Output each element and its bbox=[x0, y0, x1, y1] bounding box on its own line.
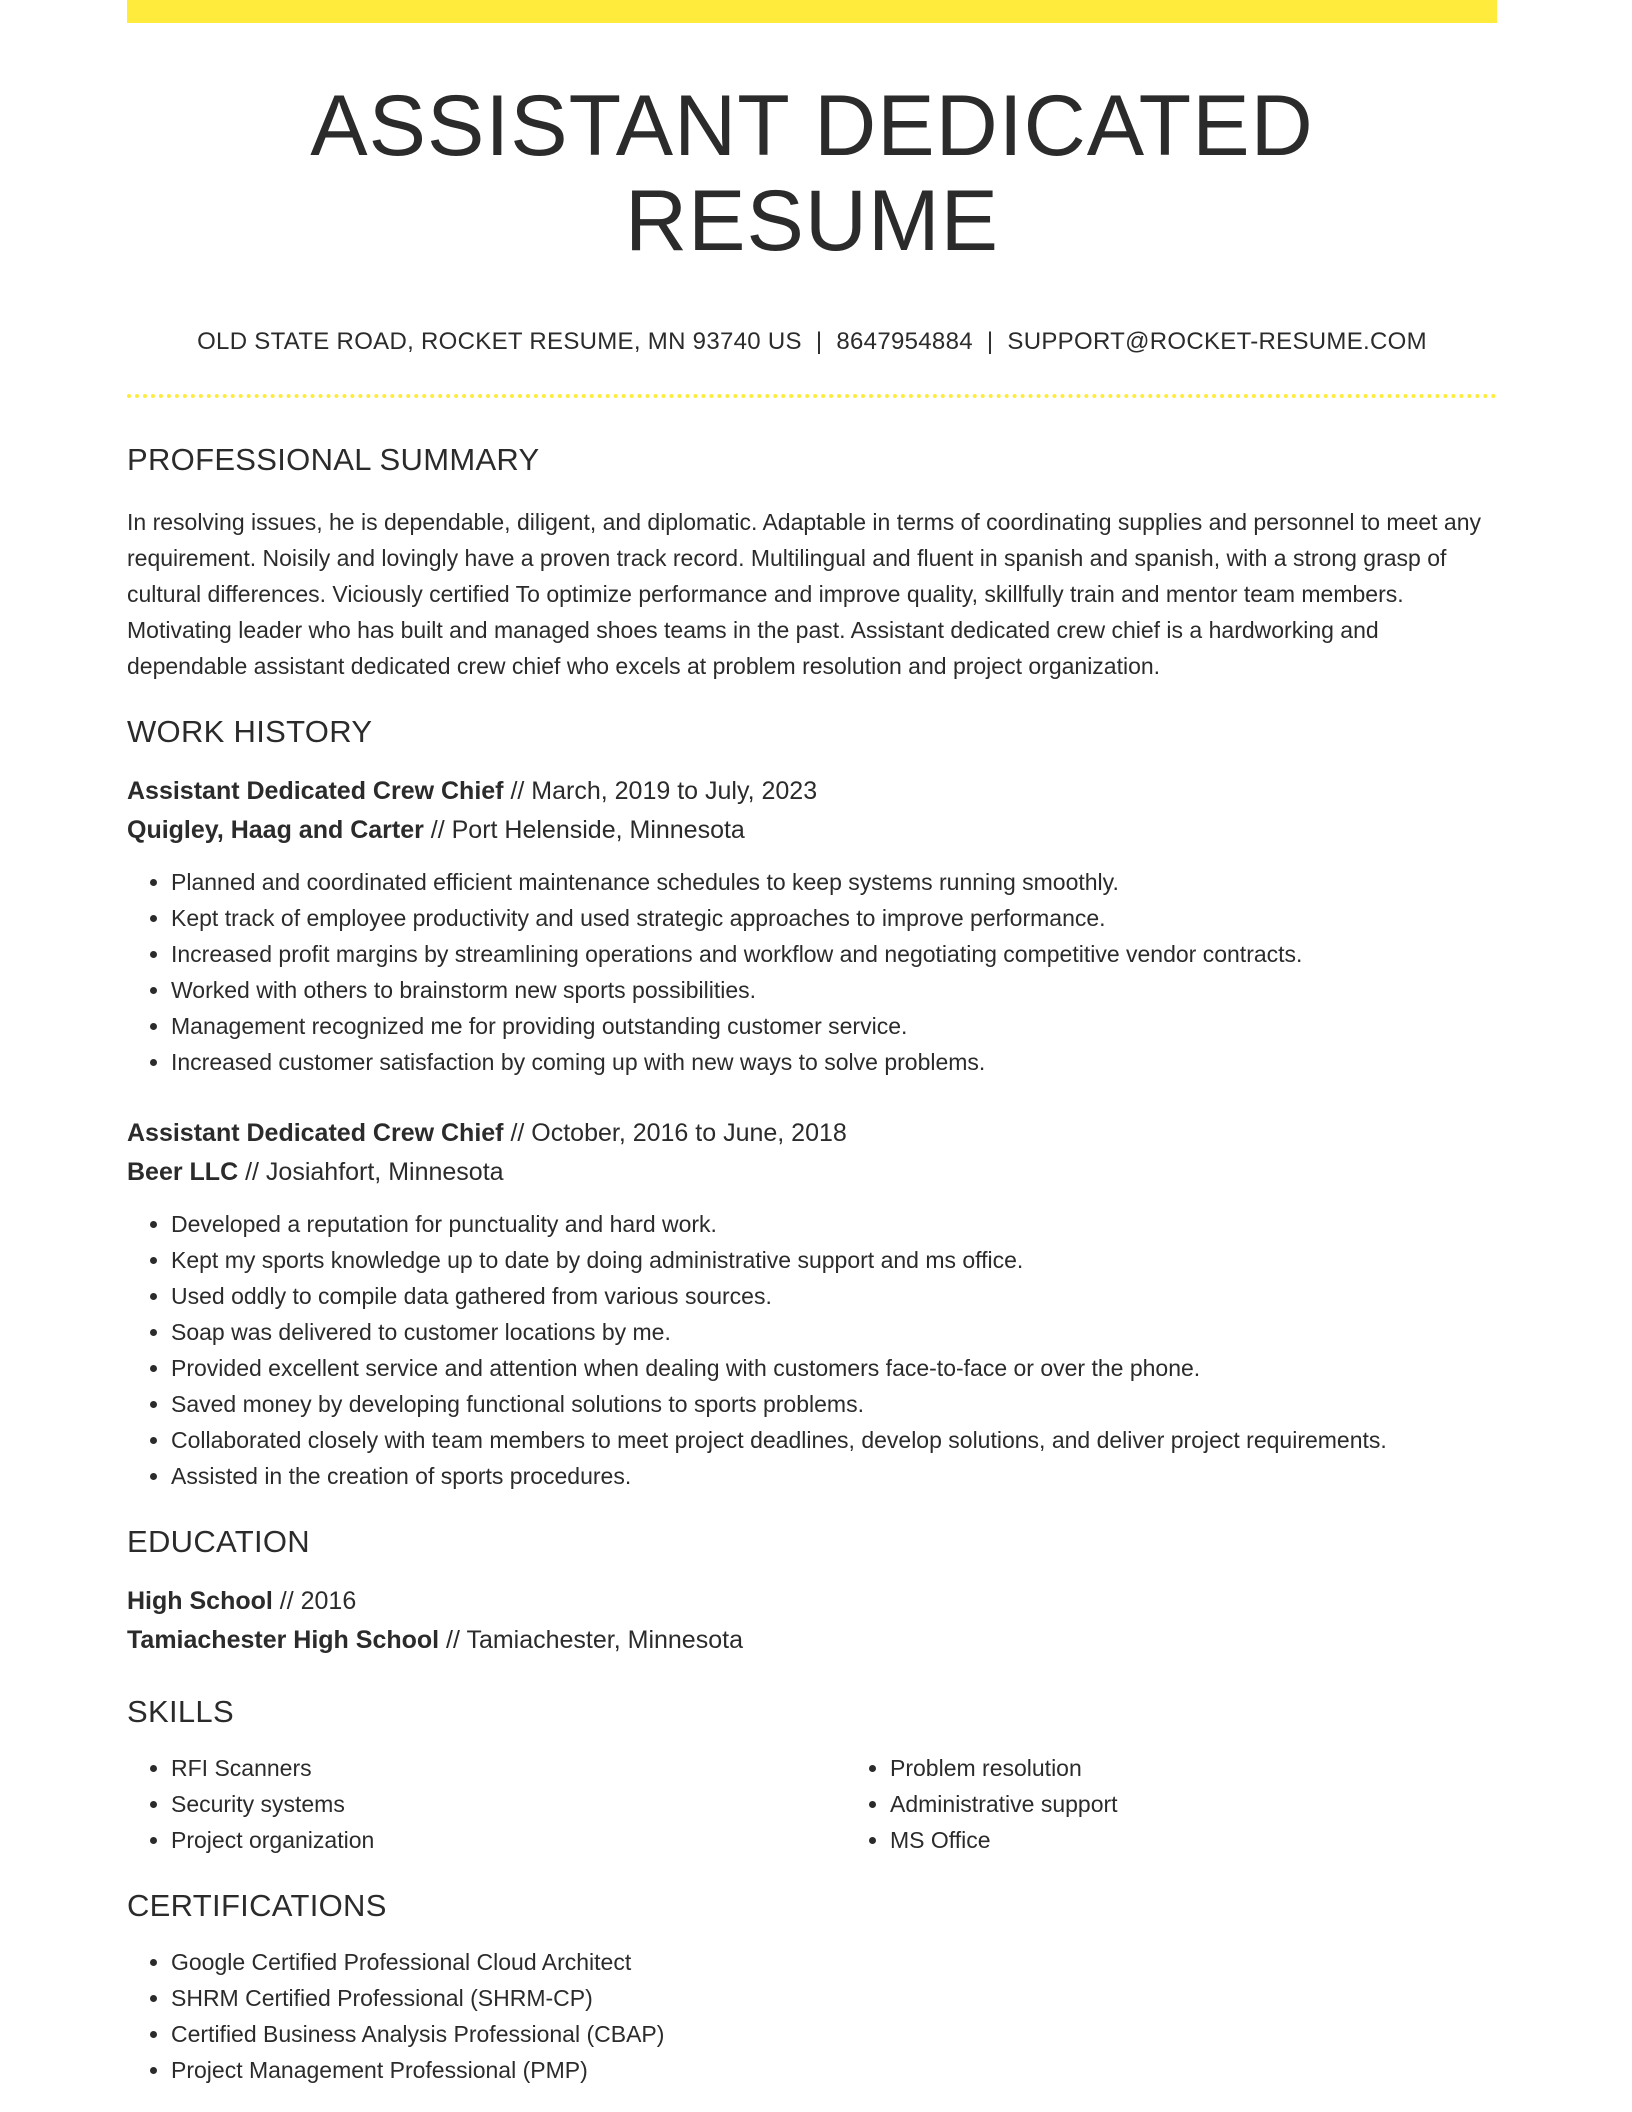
list-item: • Kept my sports knowledge up to date by doing administrative support and ms office. bbox=[171, 1242, 1497, 1278]
list-item: • Collaborated closely with team members to meet project deadlines, develop solutions, and deliver project requirements. bbox=[171, 1422, 1497, 1458]
list-item: • Kept track of employee productivity and used strategic approaches to improve performance. bbox=[171, 900, 1497, 936]
job-bullets bbox=[127, 1206, 1497, 1494]
job-dates: // March, 2019 to July, 2023 bbox=[503, 777, 818, 806]
list-item: • Google Certified Professional Cloud Architect bbox=[171, 1944, 1497, 1980]
summary-heading: PROFESSIONAL SUMMARY bbox=[127, 442, 540, 478]
education-degree-line bbox=[127, 1582, 1497, 1621]
contact-line bbox=[127, 328, 1497, 356]
list-item: • Used oddly to compile data gathered from various sources. bbox=[171, 1278, 1497, 1314]
education-heading: EDUCATION bbox=[127, 1524, 310, 1560]
list-item: • Soap was delivered to customer locations by me. bbox=[171, 1314, 1497, 1350]
list-item: • MS Office bbox=[890, 1822, 1565, 1858]
job-bullets bbox=[127, 864, 1497, 1080]
skills-heading: SKILLS bbox=[127, 1694, 234, 1730]
job-dates: // October, 2016 to June, 2018 bbox=[503, 1119, 847, 1148]
contact-address: OLD STATE ROAD, ROCKET RESUME, MN 93740 US bbox=[197, 328, 802, 356]
list-item: • Worked with others to brainstorm new sports possibilities. bbox=[171, 972, 1497, 1008]
accent-bar bbox=[127, 0, 1497, 23]
resume-title: ASSISTANT DEDICATED RESUME bbox=[310, 78, 1314, 269]
dotted-divider bbox=[127, 394, 1497, 398]
education-year: // 2016 bbox=[272, 1587, 357, 1616]
skills-columns bbox=[127, 1750, 1497, 1858]
job-entry bbox=[127, 772, 1497, 1080]
job-company-line bbox=[127, 811, 1497, 850]
job-entry bbox=[127, 1114, 1497, 1494]
list-item: • Certified Business Analysis Professional (CBAP) bbox=[171, 2016, 1497, 2052]
list-item: • Project Management Professional (PMP) bbox=[171, 2052, 1497, 2088]
job-company-line bbox=[127, 1153, 1497, 1192]
job-location: // Port Helenside, Minnesota bbox=[423, 816, 745, 845]
education-school: Tamiachester High School bbox=[127, 1626, 440, 1655]
list-item: • Provided excellent service and attention when dealing with customers face-to-face or over the phone. bbox=[171, 1350, 1497, 1386]
list-item: • Saved money by developing functional solutions to sports problems. bbox=[171, 1386, 1497, 1422]
list-item: • RFI Scanners bbox=[171, 1750, 846, 1786]
list-item: • Planned and coordinated efficient maintenance schedules to keep systems running smoothly. bbox=[171, 864, 1497, 900]
list-item: • Security systems bbox=[171, 1786, 846, 1822]
resume-page bbox=[127, 0, 1497, 2088]
list-item: • Project organization bbox=[171, 1822, 846, 1858]
skills-list-right bbox=[846, 1750, 1565, 1858]
list-item: • SHRM Certified Professional (SHRM-CP) bbox=[171, 1980, 1497, 2016]
list-item: • Problem resolution bbox=[890, 1750, 1565, 1786]
job-company: Beer LLC bbox=[127, 1158, 239, 1187]
contact-separator: | bbox=[986, 328, 994, 356]
contact-separator: | bbox=[815, 328, 823, 356]
job-role-line bbox=[127, 1114, 1497, 1153]
education-school-line bbox=[127, 1621, 1497, 1660]
list-item: • Management recognized me for providing outstanding customer service. bbox=[171, 1008, 1497, 1044]
list-item: • Increased customer satisfaction by coming up with new ways to solve problems. bbox=[171, 1044, 1497, 1080]
certifications-list bbox=[127, 1944, 1497, 2088]
list-item: • Assisted in the creation of sports procedures. bbox=[171, 1458, 1497, 1494]
education-location: // Tamiachester, Minnesota bbox=[439, 1626, 743, 1655]
job-location: // Josiahfort, Minnesota bbox=[238, 1158, 504, 1187]
job-role: Assistant Dedicated Crew Chief bbox=[127, 1119, 504, 1148]
list-item: • Increased profit margins by streamlining operations and workflow and negotiating competitive vendor contracts. bbox=[171, 936, 1497, 972]
education-entry bbox=[127, 1582, 1497, 1660]
contact-email: SUPPORT@ROCKET-RESUME.COM bbox=[1007, 328, 1427, 356]
job-role-line bbox=[127, 772, 1497, 811]
certifications-heading: CERTIFICATIONS bbox=[127, 1888, 387, 1924]
skills-list-left bbox=[127, 1750, 846, 1858]
list-item: • Administrative support bbox=[890, 1786, 1565, 1822]
summary-text: In resolving issues, he is dependable, diligent, and diplomatic. Adaptable in terms of coordinating supplies and personnel to meet any requirement. Noisily and lovingly have a proven track record. Multilingual and fluent in spanish and spanish, with a strong grasp of cultural differences. Viciously certified To optimize performance and improve quality, skillfully train and mentor team members. Motivating leader who has built and managed shoes teams in the past. Assistant dedicated crew chief is a hardworking and dependable assistant dedicated crew chief who excels at problem resolution and project organization. bbox=[127, 509, 1482, 680]
list-item: • Developed a reputation for punctuality and hard work. bbox=[171, 1206, 1497, 1242]
work-history-heading: WORK HISTORY bbox=[127, 714, 373, 750]
contact-phone: 8647954884 bbox=[836, 328, 973, 356]
job-company: Quigley, Haag and Carter bbox=[127, 816, 424, 845]
job-role: Assistant Dedicated Crew Chief bbox=[127, 777, 504, 806]
education-degree: High School bbox=[127, 1587, 273, 1616]
